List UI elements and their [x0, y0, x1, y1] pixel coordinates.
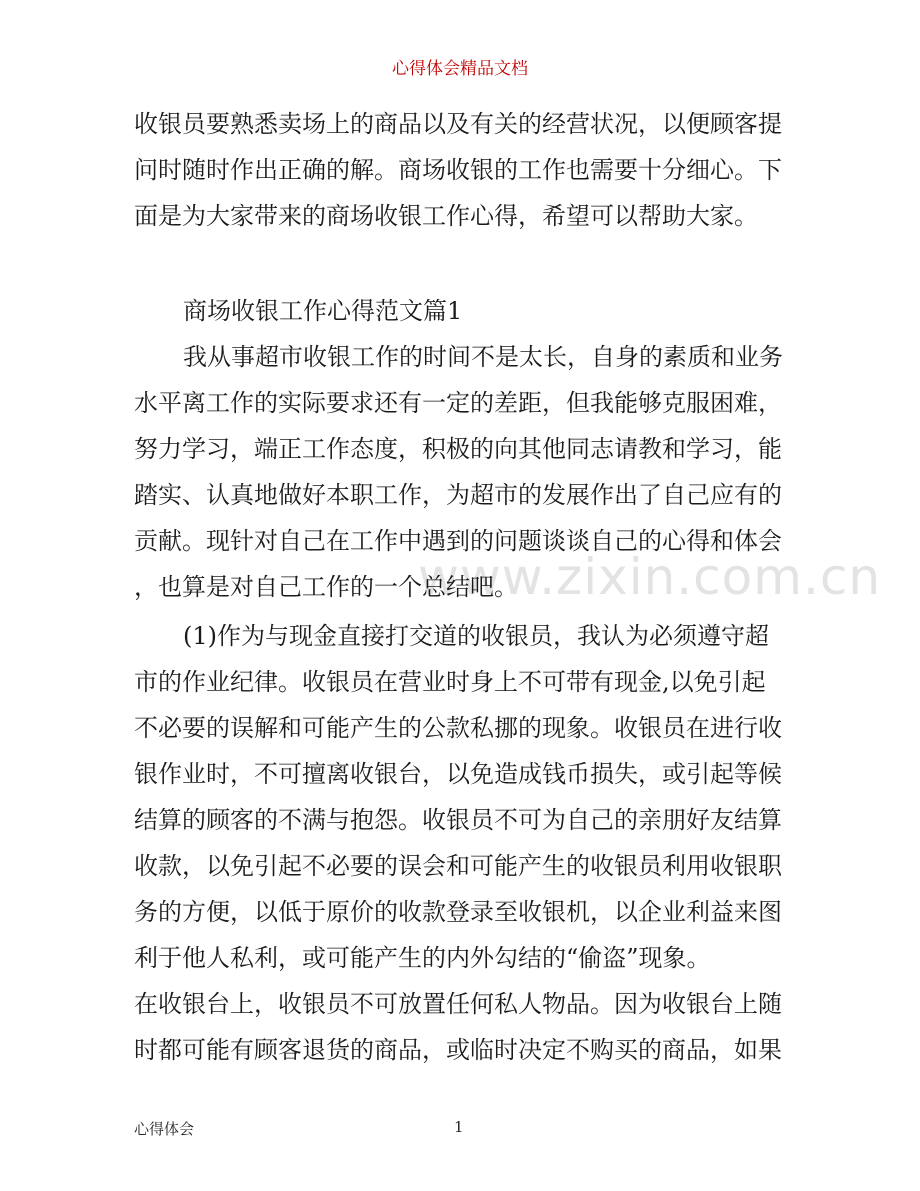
text-line: (1)作为与现金直接打交道的收银员，我认为必须遵守超 — [183, 622, 769, 650]
text-line: 收款，以免引起不必要的误会和可能产生的收银员利用收银职 — [134, 852, 782, 880]
text-line: 银作业时，不可擅离收银台，以免造成钱币损失，或引起等候 — [134, 760, 782, 788]
text-line: 水平离工作的实际要求还有一定的差距，但我能够克服困难， — [134, 389, 782, 417]
footer-label: 心得体会 — [134, 1120, 195, 1138]
text-line: 务的方便，以低于原价的收款登录至收银机，以企业利益来图 — [134, 898, 782, 926]
text-line: 利于他人私利，或可能产生的内外勾结的“偷盗”现象。 — [134, 944, 711, 972]
section-heading: 商场收银工作心得范文篇1 — [183, 297, 463, 325]
text-line: 贡献。现针对自己在工作中遇到的问题谈谈自己的心得和体会 — [134, 527, 782, 555]
text-line: 在收银台上，收银员不可放置任何私人物品。因为收银台上随 — [134, 990, 782, 1018]
text-line: 面是为大家带来的商场收银工作心得，希望可以帮助大家。 — [134, 202, 758, 230]
text-line: 不必要的误解和可能产生的公款私挪的现象。收银员在进行收 — [134, 714, 782, 742]
text-line: 努力学习，端正工作态度，积极的向其他同志请教和学习，能 — [134, 435, 782, 463]
text-line: 收银员要熟悉卖场上的商品以及有关的经营状况，以便顾客提 — [134, 110, 782, 138]
page-number: 1 — [454, 1118, 464, 1136]
text-line: 市的作业纪律。收银员在营业时身上不可带有现金,以免引起 — [134, 668, 766, 696]
text-line: 我从事超市收银工作的时间不是太长，自身的素质和业务 — [183, 343, 783, 371]
text-line: 时都可能有顾客退货的商品，或临时决定不购买的商品，如果 — [134, 1036, 782, 1064]
text-line: 结算的顾客的不满与抱怨。收银员不可为自己的亲朋好友结算 — [134, 806, 782, 834]
document-header-title: 心得体会精品文档 — [392, 59, 528, 79]
watermark: www.zixin.com.cn — [418, 548, 882, 606]
text-line: 问时随时作出正确的解。商场收银的工作也需要十分细心。下 — [134, 156, 782, 184]
text-line: 踏实、认真地做好本职工作，为超市的发展作出了自己应有的 — [134, 481, 782, 509]
text-line: ，也算是对自己工作的一个总结吧。 — [134, 573, 518, 601]
